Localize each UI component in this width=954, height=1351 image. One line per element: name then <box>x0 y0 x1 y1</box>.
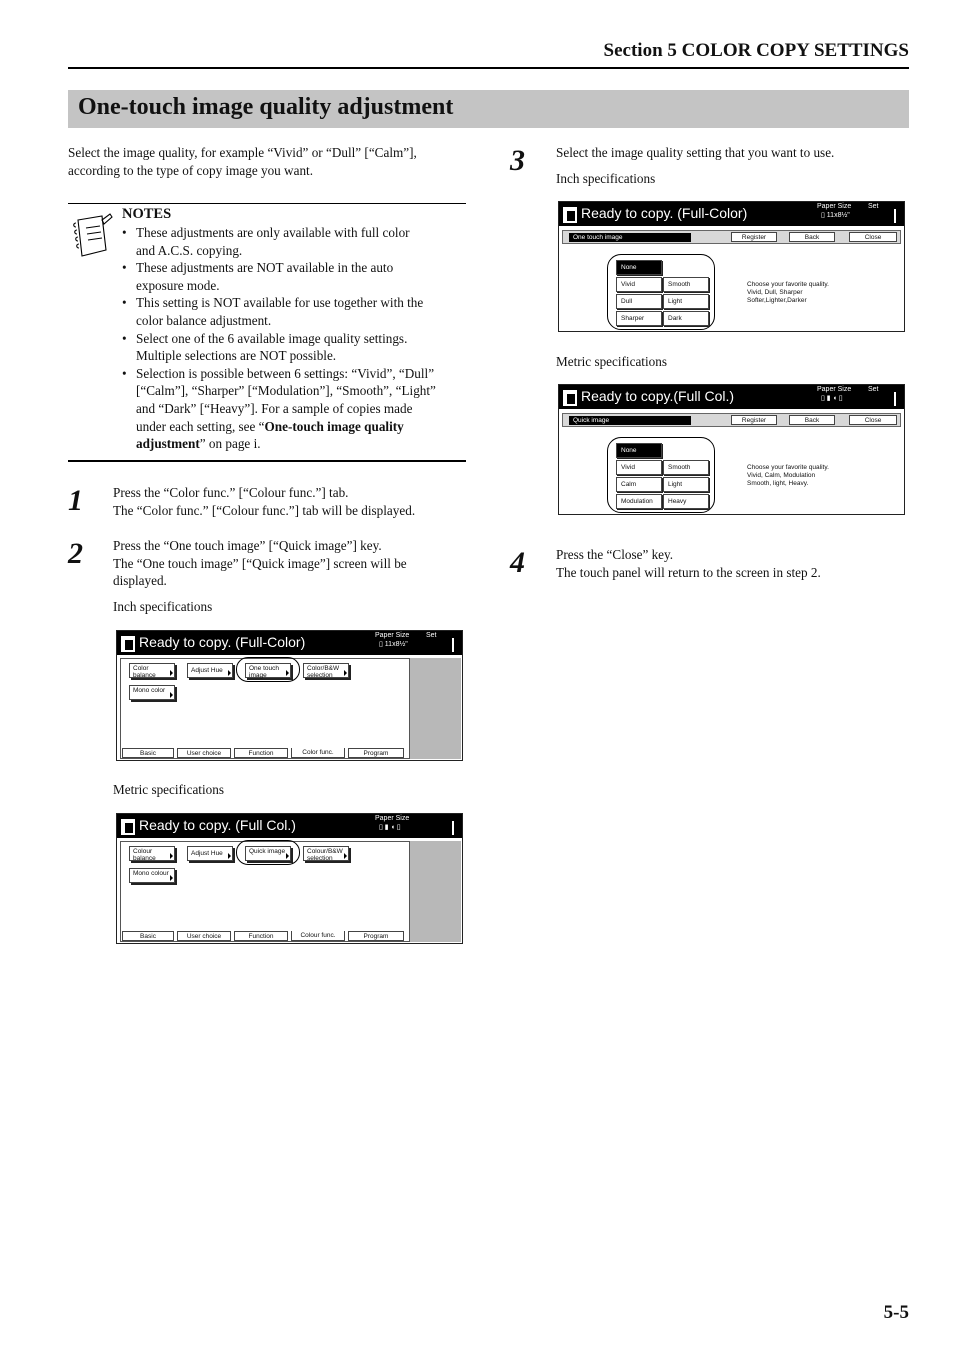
status-title: Ready to copy.(Full Col.) <box>581 388 735 404</box>
step-number: 2 <box>68 537 83 570</box>
option-sharper[interactable]: Sharper <box>616 311 662 326</box>
list-item: • This setting is NOT available for use together with the color balance adjustment. <box>122 294 466 329</box>
paper-size-label: Paper Size <box>375 632 410 639</box>
copy-count <box>894 209 896 223</box>
function-panel <box>120 658 410 759</box>
step-text: Press the “Color func.” [“Colour func.”] tab. The “Color func.” [“Colour func.”] tab will be displayed. <box>113 485 416 518</box>
step-text: Press the “One touch image” [“Quick image”] key. The “One touch image” [“Quick image”] screen will be displayed. <box>113 538 407 589</box>
step-number: 4 <box>510 546 525 579</box>
page-title: One-touch image quality adjustment <box>78 94 454 120</box>
section-header: Section 5 COLOR COPY SETTINGS <box>603 40 909 61</box>
copier-icon <box>563 390 577 406</box>
option-vivid[interactable]: Vivid <box>616 277 662 292</box>
intro-line: Select the image quality, for example “Vivid” or “Dull” [“Calm”], <box>68 145 417 160</box>
set-label: Set <box>868 386 879 393</box>
side-area <box>410 658 461 759</box>
touch-screen-inch-step2 <box>116 630 463 761</box>
step-text: Press the “Close” key. The touch panel will return to the screen in step 2. <box>556 547 821 580</box>
list-item: • These adjustments are NOT available in the auto exposure mode. <box>122 259 466 294</box>
status-title: Ready to copy. (Full-Color) <box>581 205 748 221</box>
paper-size-label: Paper Size <box>817 203 852 210</box>
status-bar <box>117 814 462 838</box>
color-bw-selection-button[interactable]: Color/B&W selection <box>303 663 349 678</box>
spec-label: Metric specifications <box>113 782 224 797</box>
back-button[interactable]: Back <box>789 415 835 425</box>
adjust-hue-button[interactable]: Adjust Hue <box>187 663 233 678</box>
spec-label: Metric specifications <box>556 354 667 369</box>
title-band <box>68 90 909 128</box>
function-panel <box>120 841 410 942</box>
quality-bar <box>562 230 901 244</box>
paper-size-value: ▯ 11x8½" <box>379 641 408 648</box>
spec-label: Inch specifications <box>113 599 213 614</box>
back-button[interactable]: Back <box>789 232 835 242</box>
page-number: 5-5 <box>883 1302 909 1323</box>
close-button[interactable]: Close <box>849 232 897 242</box>
colour-bw-selection-button[interactable]: Colour/B&W selection <box>303 846 349 861</box>
option-heavy[interactable]: Heavy <box>663 494 709 509</box>
notes-title: NOTES <box>122 206 172 222</box>
status-bar <box>559 202 904 226</box>
tab-function[interactable]: Function <box>234 748 288 758</box>
list-item: • Select one of the 6 available image quality settings. Multiple selections are NOT possible. <box>122 330 466 365</box>
tab-basic[interactable]: Basic <box>122 748 174 758</box>
option-modulation[interactable]: Modulation <box>616 494 662 509</box>
tab-user-choice[interactable]: User choice <box>177 748 231 758</box>
list-item: • These adjustments are only available with full color and A.C.S. copying. <box>122 224 466 259</box>
paper-size-icons: ▯ ▮ ◖ ▯ <box>379 824 401 831</box>
list-item: • Selection is possible between 6 settings: “Vivid”, “Dull” [“Calm”], “Sharper” [“Modulation”], “Smooth”, “Light” and “Dark” [“Heavy”]. For a sample of copies made under each setting, see “One-touch image quality adjustment” on page i. <box>122 365 466 453</box>
close-button[interactable]: Close <box>849 415 897 425</box>
intro-text <box>68 144 466 179</box>
copier-icon <box>121 636 135 652</box>
option-light[interactable]: Light <box>663 477 709 492</box>
copier-icon <box>121 819 135 835</box>
one-touch-image-button[interactable]: One touch image <box>245 663 291 678</box>
step-text: Select the image quality setting that you want to use. <box>556 145 835 160</box>
colour-balance-button[interactable]: Colour balance <box>129 846 175 861</box>
register-button[interactable]: Register <box>731 232 777 242</box>
option-calm[interactable]: Calm <box>616 477 662 492</box>
tab-basic[interactable]: Basic <box>122 931 174 941</box>
highlight-circle <box>236 840 300 865</box>
option-smooth[interactable]: Smooth <box>663 277 709 292</box>
status-title: Ready to copy. (Full-Color) <box>139 634 306 650</box>
option-none[interactable]: None <box>616 443 662 458</box>
option-smooth[interactable]: Smooth <box>663 460 709 475</box>
copy-count <box>452 821 454 835</box>
spec-label: Inch specifications <box>556 171 656 186</box>
touch-screen-metric-step2 <box>116 813 463 944</box>
copy-count <box>452 638 454 652</box>
mono-color-button[interactable]: Mono color <box>129 685 175 700</box>
option-dull[interactable]: Dull <box>616 294 662 309</box>
paper-size-label: Paper Size <box>375 815 410 822</box>
notepad-icon <box>72 210 114 262</box>
tab-color-func[interactable]: Color func. <box>291 748 345 758</box>
color-balance-button[interactable]: Color balance <box>129 663 175 678</box>
cross-reference: One-touch image quality <box>264 418 404 434</box>
option-light[interactable]: Light <box>663 294 709 309</box>
copier-icon <box>563 207 577 223</box>
hint-text: Choose your favorite quality. Vivid, Dull, Sharper Softer,Lighter,Darker <box>747 281 829 304</box>
bar-label: One touch image <box>569 233 691 242</box>
quick-image-button[interactable]: Quick image <box>245 846 291 861</box>
status-bar <box>559 385 904 409</box>
mono-colour-button[interactable]: Mono colour <box>129 868 175 883</box>
option-none[interactable]: None <box>616 260 662 275</box>
paper-size-icons: ▯ ▮ ◖ ▯ <box>821 395 843 402</box>
bar-label: Quick image <box>569 416 691 425</box>
step-number: 1 <box>68 484 83 517</box>
notes-list <box>122 224 466 453</box>
notes-bottom-rule <box>68 460 466 462</box>
step-number: 3 <box>510 144 525 177</box>
set-label: Set <box>426 632 437 639</box>
intro-line: according to the type of copy image you want. <box>68 162 313 178</box>
hint-text: Choose your favorite quality. Vivid, Calm, Modulation Smooth, light, Heavy. <box>747 464 829 487</box>
status-bar <box>117 631 462 655</box>
option-vivid[interactable]: Vivid <box>616 460 662 475</box>
paper-size-value: ▯ 11x8½" <box>821 212 850 219</box>
quality-bar <box>562 413 901 427</box>
header-rule <box>68 67 909 69</box>
touch-screen-metric-step3 <box>558 384 905 515</box>
tab-colour-func[interactable]: Colour func. <box>291 931 345 941</box>
set-label: Set <box>868 203 879 210</box>
adjust-hue-button[interactable]: Adjust Hue <box>187 846 233 861</box>
tab-program[interactable]: Program <box>348 931 404 941</box>
status-title: Ready to copy. (Full Col.) <box>139 817 296 833</box>
tab-program[interactable]: Program <box>348 748 404 758</box>
side-area <box>410 841 461 942</box>
copy-count <box>894 392 896 406</box>
tab-function[interactable]: Function <box>234 931 288 941</box>
paper-size-label: Paper Size <box>817 386 852 393</box>
touch-screen-inch-step3 <box>558 201 905 332</box>
tab-user-choice[interactable]: User choice <box>177 931 231 941</box>
notes-top-rule <box>68 203 466 204</box>
option-dark[interactable]: Dark <box>663 311 709 326</box>
highlight-circle <box>236 657 300 682</box>
register-button[interactable]: Register <box>731 415 777 425</box>
